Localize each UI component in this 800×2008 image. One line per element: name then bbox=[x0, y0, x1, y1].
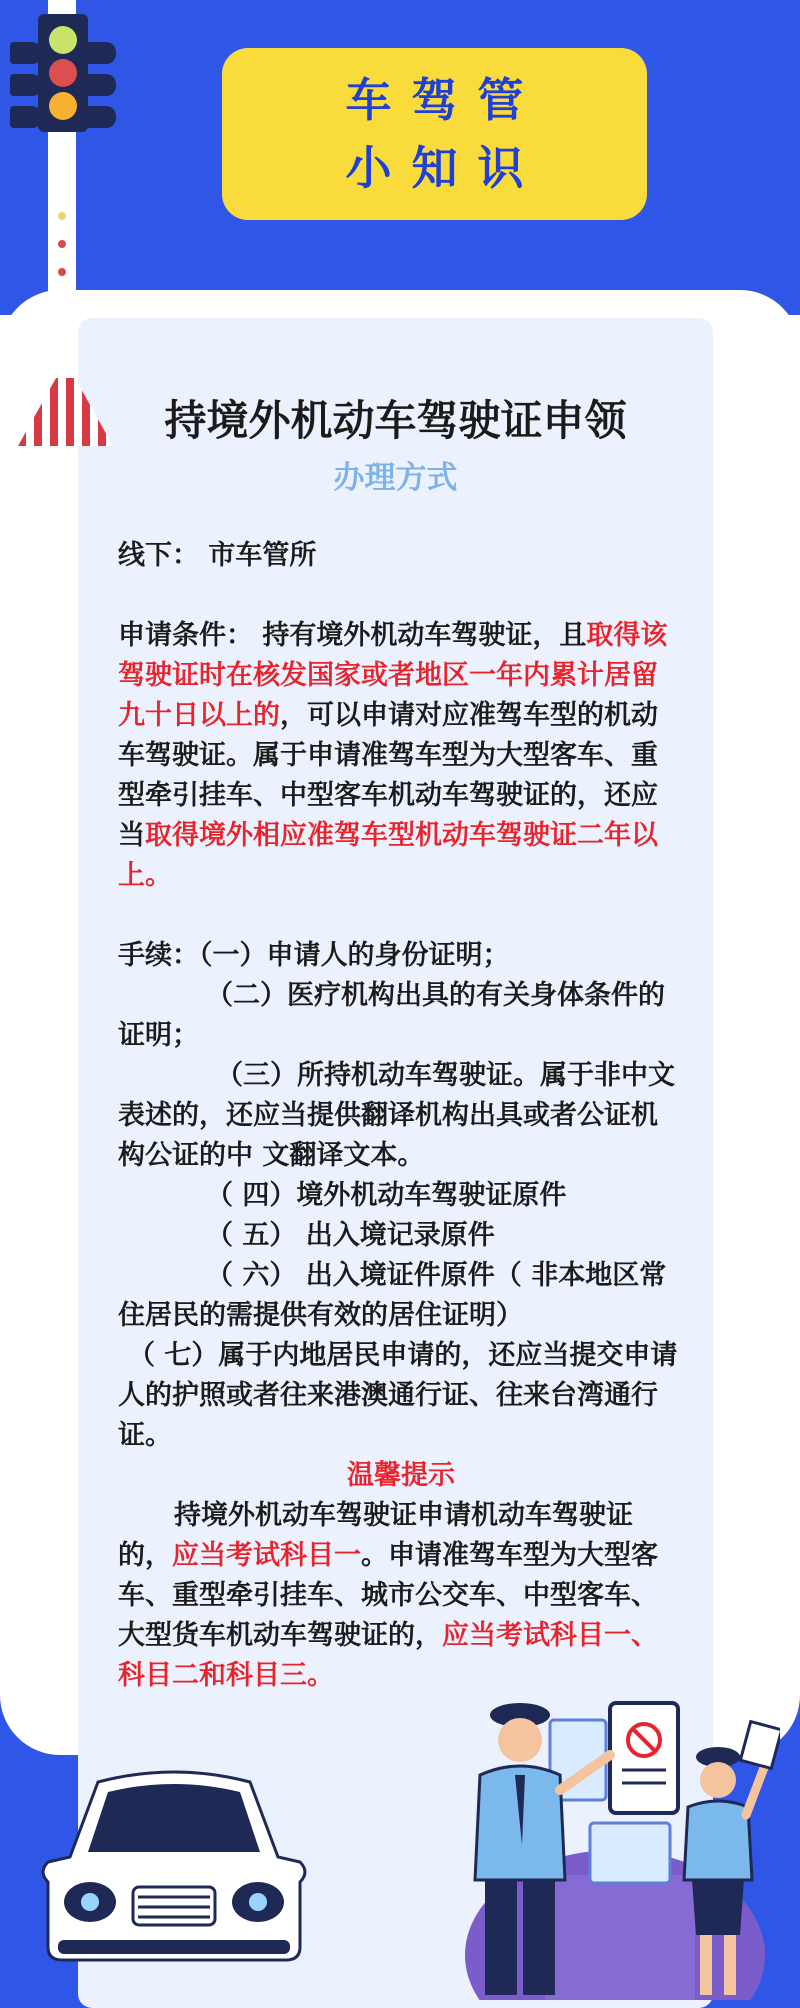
procedures-item-6 bbox=[118, 1256, 684, 1336]
tip-paragraph bbox=[118, 1496, 684, 1696]
procedures-item-1 bbox=[118, 936, 684, 976]
procedures-item-5: （ 五） 出入境记录原件 bbox=[206, 1220, 495, 1251]
procedures-item-2 bbox=[118, 976, 684, 1056]
procedure-text-7: （ 七）属于内地居民申请的，还应当提交申请人的护照或者往来港澳通行证、往来台湾通行证。 bbox=[118, 1340, 678, 1451]
procedure-text-6: （ 六） 出入境证件原件（ 非本地区常住居民的需提供有效的居住证明） bbox=[118, 1260, 667, 1331]
tip-highlight-b: 应当考试科目一、科目二和科目三。 bbox=[118, 1620, 658, 1691]
conditions-text-a: 持有境外机动车驾驶证，且 bbox=[262, 620, 587, 651]
conditions-highlight-a: 取得该驾驶证时在核发国家或者地区一年内累计居留九十日以上的 bbox=[118, 620, 668, 731]
title-line-2: 小知识 bbox=[345, 141, 544, 195]
tip-title: 温馨提示 bbox=[347, 1460, 455, 1491]
car-illustration bbox=[38, 1762, 310, 1972]
procedure-text-1: （一）申请人的身份证明； bbox=[199, 940, 510, 971]
offline-line bbox=[118, 536, 684, 576]
conditions-paragraph bbox=[118, 616, 684, 896]
conditions-highlight-b: 取得境外相应准驾车型机动车驾驶证二年以上。 bbox=[118, 820, 658, 891]
procedures-label: 手续： bbox=[118, 940, 199, 971]
offline-label: 线下： bbox=[118, 540, 199, 571]
tip-text-b: 。申请准驾车型为大型客车、重型牵引挂车、城市公交车、中型客车、大型货车机动车驾驶证的， bbox=[118, 1540, 658, 1651]
police-officers-illustration bbox=[440, 1695, 780, 2000]
procedures-item-3 bbox=[118, 1056, 684, 1176]
procedure-text-2: （二）医疗机构出具的有关身体条件的证明； bbox=[118, 980, 665, 1051]
page-title: 持境外机动车驾驶证申领 bbox=[164, 396, 627, 445]
procedures-item-4: （ 四）境外机动车驾驶证原件 bbox=[206, 1180, 567, 1211]
tip-highlight-a: 应当考试科目一 bbox=[172, 1540, 361, 1571]
tip-text-a: 持境外机动车驾驶证申请机动车驾驶证的， bbox=[118, 1500, 633, 1571]
procedure-text-3: （三）所持机动车驾驶证。属于非中文表述的，还应当提供翻译机构出具或者公证机构公证的中 文翻译文本。 bbox=[118, 1060, 675, 1171]
article-body bbox=[118, 536, 684, 1696]
title-banner bbox=[222, 48, 647, 220]
conditions-label: 申请条件： bbox=[118, 620, 253, 651]
page-subtitle: 办理方式 bbox=[333, 460, 458, 496]
conditions-text-b: ，可以申请对应准驾车型的机动车驾驶证。属于申请准驾车型为大型客车、重型牵引挂车、中型客车机动车驾驶证的，还应当 bbox=[118, 700, 658, 851]
offline-value: 市车管所 bbox=[208, 540, 317, 571]
title-line-1: 车驾管 bbox=[345, 73, 544, 127]
procedures-item-7 bbox=[118, 1336, 684, 1456]
